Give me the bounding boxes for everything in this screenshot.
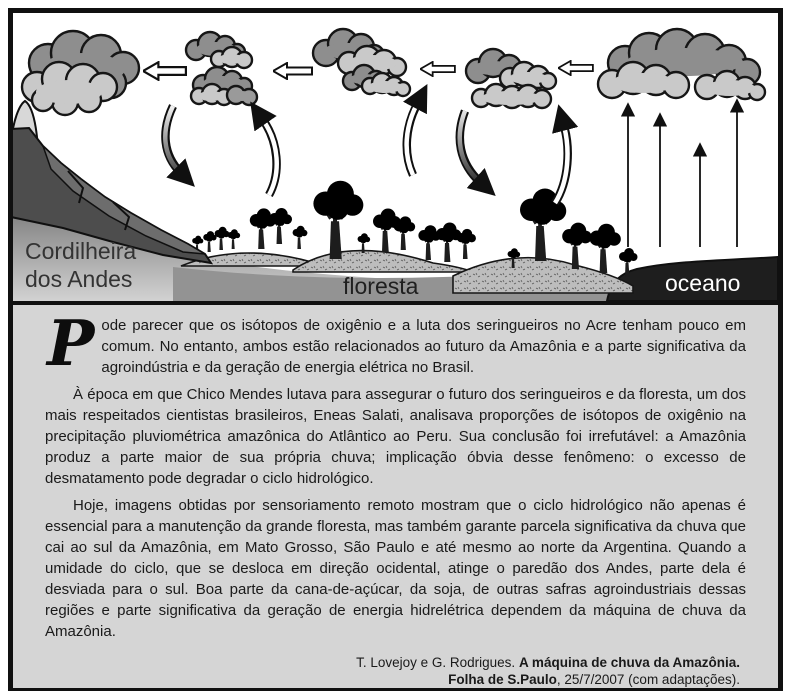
source-citation (45, 654, 746, 688)
andes-label-line1: Cordilheira (25, 238, 137, 264)
figure-frame (8, 8, 783, 691)
ocean-cloud-icon (598, 29, 765, 100)
citation-source: Folha de S.Paulo (448, 672, 557, 687)
small-cloud-pair-icon (186, 32, 252, 68)
forming-cloud-icon (191, 67, 257, 105)
wind-arrow-icon (273, 63, 312, 79)
evaporation-arrow-icon (407, 101, 419, 175)
rain-cloud-over-forest-icon (466, 49, 556, 108)
rain-cycle-diagram (13, 13, 778, 305)
citation-authors: T. Lovejoy e G. Rodrigues. (356, 655, 519, 670)
paragraph-2: À época em que Chico Mendes lutava para assegurar o futuro dos seringueiros e da floresta, um dos mais respeitados cientistas brasileiros, Eneas Salati, analisava proporções de isótopos de oxigênio na precipitação pluviométrica amazônica do Atlântico ao Peru. Sua conclusão foi irrefutável: a Amazônia produz a parte maior de sua própria chuva; implicação óbvia desse fenômeno: o excesso de desmatamento pode degradar o ciclo hidrológico. (45, 386, 746, 487)
article-text-panel (13, 305, 778, 688)
wind-arrow-icon (143, 62, 186, 80)
cloud-over-andes-icon (22, 31, 139, 115)
rain-cycle-illustration (13, 13, 778, 301)
ocean-label: oceano (665, 270, 741, 296)
evaporation-arrow-icon (261, 117, 277, 195)
wind-arrow-icon (420, 62, 455, 76)
mid-cloud-cluster-icon (313, 29, 410, 96)
paragraph-1 (45, 306, 746, 380)
rain-arrow-icon (165, 106, 181, 173)
citation-title: A máquina de chuva da Amazônia. (518, 655, 740, 670)
forest-label: floresta (343, 273, 419, 299)
drop-cap: P (47, 306, 95, 380)
wind-arrow-icon (558, 61, 593, 75)
paragraph-3: Hoje, imagens obtidas por sensoriamento remoto mostram que o ciclo hidrológico não apenas é essencial para a manutenção da grande floresta, mas também garante parcela significativa da chuva que cai ao sul da Amazônia, em Mato Grosso, São Paulo e até mesmo ao norte da Argentina. Quando a umidade do ciclo, que se desloca em direção ocidental, atinge o paredão dos Andes, parte dela é desviada para o sul. Boa parte da cana-de-açúcar, da soja, de outras safras agroindustriais dessas regiões e parte significativa da geração de energia hidrelétrica dependem da máquina de chuva da Amazônia. (45, 497, 746, 640)
andes-label-line2: dos Andes (25, 266, 133, 292)
citation-tail: , 25/7/2007 (com adaptações). (556, 672, 740, 687)
evaporation-arrow-icon (555, 123, 568, 203)
paragraph-1-text: ode parecer que os isótopos de oxigênio e a luta dos seringueiros no Acre tenham pouco em comum. No entanto, ambos estão relacionados ao futuro da Amazônia e a parte significativa da agroindústria e da geração de energia elétrica no Brasil. (101, 317, 746, 376)
ocean-evaporation-arrow-icon (628, 109, 737, 247)
rain-arrow-icon (460, 111, 481, 183)
